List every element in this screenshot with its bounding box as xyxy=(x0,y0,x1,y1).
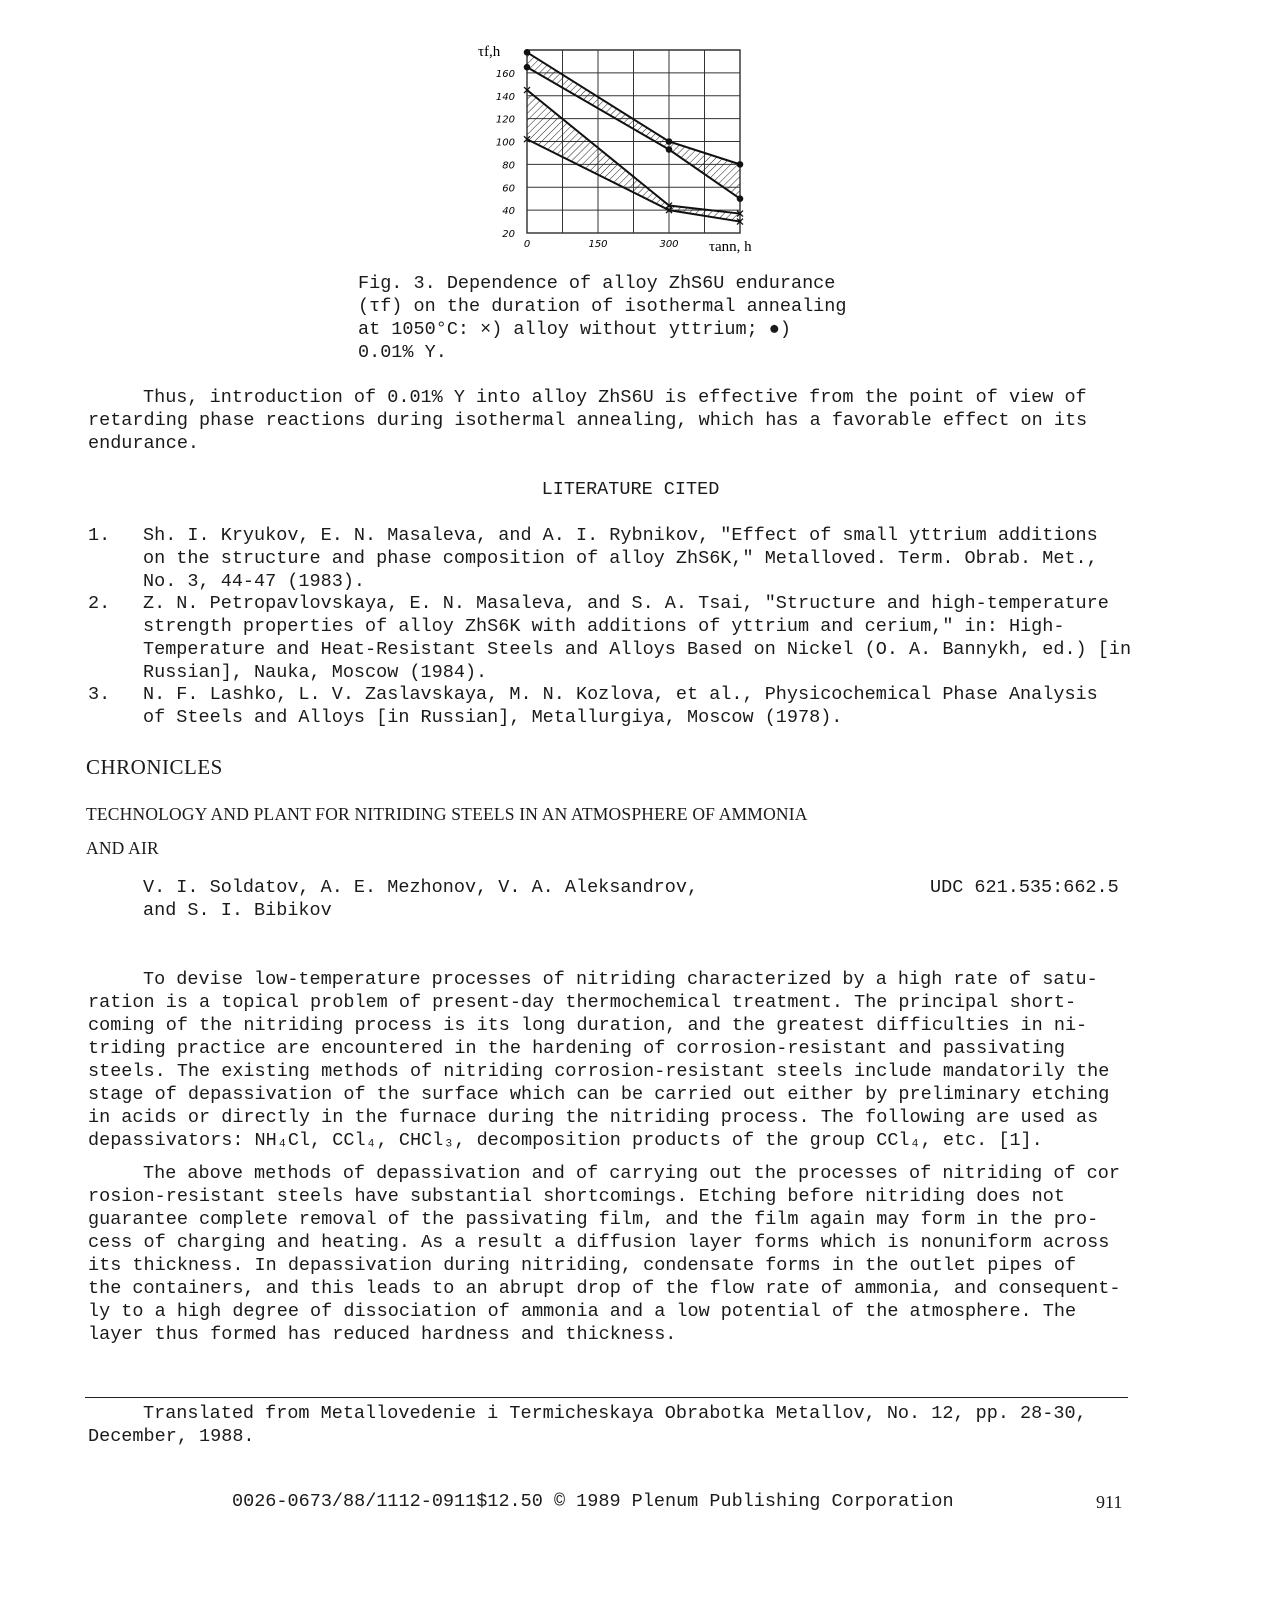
reference-line: of Steels and Alloys [in Russian], Metallurgiya, Moscow (1978). xyxy=(143,707,843,728)
data-point-dot xyxy=(524,49,531,56)
article-title xyxy=(86,797,808,865)
caption-line: Fig. 3. Dependence of alloy ZhS6U endurance xyxy=(358,273,836,294)
footnote-line: December, 1988. xyxy=(88,1426,255,1447)
paragraph-line: triding practice are encountered in the hardening of corrosion-resistant and passivating xyxy=(88,1038,1065,1059)
y-tick-label: 20 xyxy=(502,229,515,240)
y-axis-label: τf,h xyxy=(478,44,501,60)
article-title-line: TECHNOLOGY AND PLANT FOR NITRIDING STEELS IN AN ATMOSPHERE OF AMMONIA xyxy=(86,804,808,824)
translation-footnote xyxy=(88,1402,1087,1448)
literature-cited-heading: LITERATURE CITED xyxy=(541,479,720,500)
reference-line: on the structure and phase composition of alloy ZhS6K," Metalloved. Term. Obrab. Met., xyxy=(143,548,1098,569)
reference-3 xyxy=(88,683,1148,729)
paragraph-line: Thus, introduction of 0.01% Y into alloy ZhS6U is effective from the point of view of xyxy=(143,387,1087,408)
paragraph-line: the containers, and this leads to an abrupt drop of the flow rate of ammonia, and consequent- xyxy=(88,1278,1121,1299)
reference-line: Sh. I. Kryukov, E. N. Masaleva, and A. I. Rybnikov, "Effect of small yttrium additions xyxy=(143,525,1098,546)
data-point-dot xyxy=(737,161,744,168)
body-paragraph-1 xyxy=(88,968,1148,1152)
reference-line: Russian], Nauka, Moscow (1984). xyxy=(143,662,488,683)
reference-line: Z. N. Petropavlovskaya, E. N. Masaleva, and S. A. Tsai, "Structure and high-temperature xyxy=(143,593,1109,614)
paragraph-line: cess of charging and heating. As a result a diffusion layer forms which is nonuniform across xyxy=(88,1232,1110,1253)
y-tick-label: 140 xyxy=(495,91,515,103)
paragraph-line: stage of depassivation of the surface which can be carried out either by preliminary etching xyxy=(88,1084,1110,1105)
reference-number: 2. xyxy=(88,593,111,614)
caption-line: (τf) on the duration of isothermal annealing xyxy=(358,296,847,317)
conclusion-paragraph xyxy=(88,386,1148,455)
authors xyxy=(143,876,698,922)
x-tick-label: 0 xyxy=(523,239,531,250)
reference-2 xyxy=(88,592,1148,684)
y-tick-label: 120 xyxy=(495,114,515,126)
reference-line: strength properties of alloy ZhS6K with additions of yttrium and cerium," in: High- xyxy=(143,616,1065,637)
caption-line: 0.01% Y. xyxy=(358,342,447,363)
body-paragraph-2 xyxy=(88,1162,1148,1346)
footnote-line: Translated from Metallovedenie i Termicheskaya Obrabotka Metallov, No. 12, pp. 28-30, xyxy=(143,1403,1087,1424)
data-point-dot xyxy=(737,195,744,202)
endurance-chart-svg xyxy=(475,38,775,268)
reference-number: 1. xyxy=(88,525,111,546)
page-number: 911 xyxy=(1096,1492,1123,1512)
caption-line: at 1050°C: ×) alloy without yttrium; ●) xyxy=(358,319,791,340)
y-tick-label: 100 xyxy=(495,137,515,149)
reference-1 xyxy=(88,524,1148,594)
paragraph-line: coming of the nitriding process is its long duration, and the greatest difficulties in ni- xyxy=(88,1015,1088,1036)
authors-line: and S. I. Bibikov xyxy=(143,900,332,921)
paragraph-line: ration is a topical problem of present-day thermochemical treatment. The principal short- xyxy=(88,992,1077,1013)
paragraph-line: ly to a high degree of dissociation of ammonia and a low potential of the atmosphere. The xyxy=(88,1301,1077,1322)
paragraph-line: To devise low-temperature processes of nitriding characterized by a high rate of satu- xyxy=(143,969,1098,990)
paragraph-line: The above methods of depassivation and of carrying out the processes of nitriding of cor xyxy=(143,1163,1120,1184)
paragraph-line: rosion-resistant steels have substantial shortcomings. Etching before nitriding does not xyxy=(88,1186,1065,1207)
data-point-dot xyxy=(666,138,673,145)
paragraph-line: layer thus formed has reduced hardness and thickness. xyxy=(88,1324,677,1345)
reference-line: Temperature and Heat-Resistant Steels and Alloys Based on Nickel (O. A. Bannykh, ed.) [in xyxy=(143,639,1132,660)
paragraph-line: steels. The existing methods of nitriding corrosion-resistant steels include mandatorily the xyxy=(88,1061,1110,1082)
x-tick-label: 150 xyxy=(588,239,608,250)
paragraph-line: depassivators: NH₄Cl, CCl₄, CHCl₃, decomposition products of the group CCl₄, etc. [1]. xyxy=(88,1130,1043,1151)
article-title-line: AND AIR xyxy=(86,838,159,858)
paragraph-line: guarantee complete removal of the passivating film, and the film again may form in the pro- xyxy=(88,1209,1099,1230)
x-axis-label: τann, h xyxy=(709,239,752,255)
data-point-dot xyxy=(666,146,673,153)
y-tick-label: 60 xyxy=(502,183,515,195)
paragraph-line: retarding phase reactions during isothermal annealing, which has a favorable effect on its xyxy=(88,410,1088,431)
section-heading: CHRONICLES xyxy=(86,755,223,779)
footnote-divider xyxy=(85,1397,1128,1398)
reference-line: No. 3, 44-47 (1983). xyxy=(143,571,366,592)
figure-caption xyxy=(358,272,878,364)
reference-number: 3. xyxy=(88,684,111,705)
copyright-line: 0026-0673/88/1112-0911$12.50 © 1989 Plenum Publishing Corporation xyxy=(232,1491,954,1512)
y-tick-label: 160 xyxy=(495,68,515,80)
paragraph-line: in acids or directly in the furnace during the nitriding process. The following are used as xyxy=(88,1107,1099,1128)
y-tick-label: 40 xyxy=(502,206,515,218)
paragraph-line: its thickness. In depassivation during nitriding, condensate forms in the outlet pipes of xyxy=(88,1255,1077,1276)
udc-code: UDC 621.535:662.5 xyxy=(930,877,1119,898)
reference-line: N. F. Lashko, L. V. Zaslavskaya, M. N. Kozlova, et al., Physicochemical Phase Analysis xyxy=(143,684,1098,705)
data-point-dot xyxy=(524,64,531,71)
paragraph-line: endurance. xyxy=(88,433,200,454)
y-tick-label: 80 xyxy=(502,160,515,172)
x-tick-label: 300 xyxy=(659,239,679,250)
authors-line: V. I. Soldatov, A. E. Mezhonov, V. A. Aleksandrov, xyxy=(143,877,699,898)
figure-3-chart xyxy=(475,38,775,268)
